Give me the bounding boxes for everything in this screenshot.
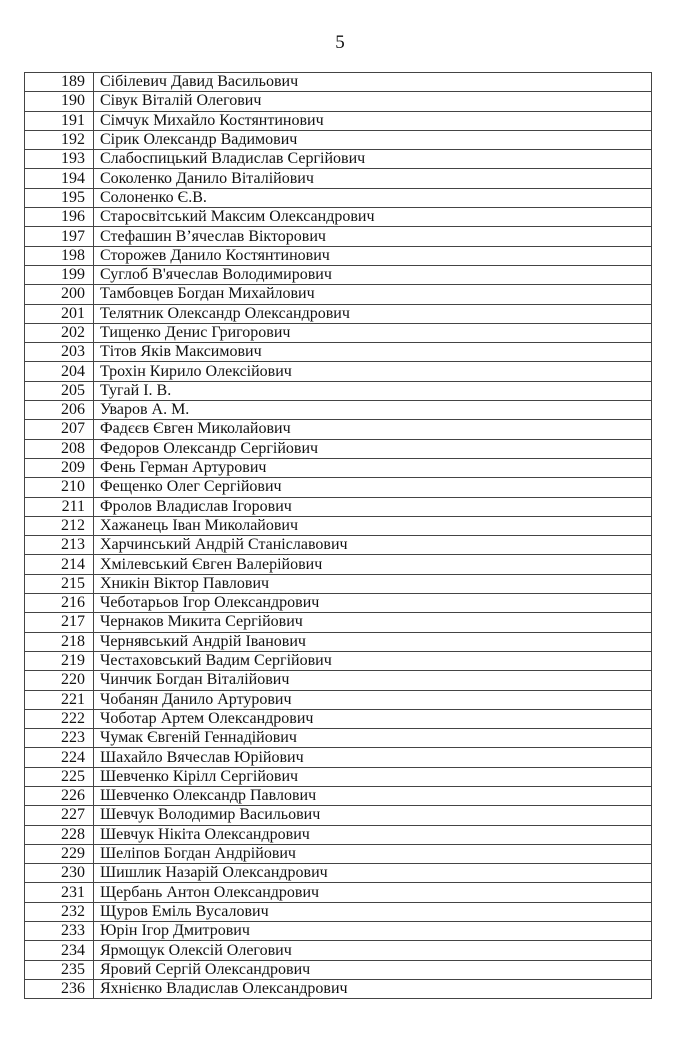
row-number: 198 <box>25 246 94 265</box>
row-number: 225 <box>25 767 94 786</box>
table-row <box>25 246 652 265</box>
row-number: 213 <box>25 536 94 555</box>
person-name: Сторожев Данило Костянтинович <box>94 246 652 265</box>
person-name: Чумак Євгеній Геннадійович <box>94 729 652 748</box>
table-row <box>25 979 652 998</box>
person-name: Щуров Еміль Вусалович <box>94 902 652 921</box>
table-row <box>25 651 652 670</box>
row-number: 224 <box>25 748 94 767</box>
table-row <box>25 111 652 130</box>
row-number: 192 <box>25 130 94 149</box>
person-name: Тищенко Денис Григорович <box>94 323 652 342</box>
person-name: Шеліпов Богдан Андрійович <box>94 844 652 863</box>
table-row <box>25 690 652 709</box>
person-name: Харчинський Андрій Станіславович <box>94 536 652 555</box>
row-number: 210 <box>25 478 94 497</box>
table-row <box>25 188 652 207</box>
table-row <box>25 536 652 555</box>
table-row <box>25 497 652 516</box>
row-number: 193 <box>25 150 94 169</box>
table-row <box>25 902 652 921</box>
row-number: 227 <box>25 806 94 825</box>
table-row <box>25 806 652 825</box>
row-number: 207 <box>25 420 94 439</box>
names-table-body <box>25 73 652 999</box>
person-name: Шахайло Вячеслав Юрійович <box>94 748 652 767</box>
table-row <box>25 73 652 92</box>
row-number: 205 <box>25 381 94 400</box>
person-name: Стефашин В’ячеслав Вікторович <box>94 227 652 246</box>
person-name: Фещенко Олег Сергійович <box>94 478 652 497</box>
person-name: Соколенко Данило Віталійович <box>94 169 652 188</box>
row-number: 222 <box>25 709 94 728</box>
table-row <box>25 844 652 863</box>
table-row <box>25 227 652 246</box>
row-number: 220 <box>25 671 94 690</box>
person-name: Хмілевський Євген Валерійович <box>94 555 652 574</box>
row-number: 236 <box>25 979 94 998</box>
row-number: 218 <box>25 632 94 651</box>
person-name: Шевчук Володимир Васильович <box>94 806 652 825</box>
person-name: Суглоб В'ячеслав Володимирович <box>94 265 652 284</box>
row-number: 211 <box>25 497 94 516</box>
table-row <box>25 941 652 960</box>
person-name: Сірик Олександр Вадимович <box>94 130 652 149</box>
table-row <box>25 574 652 593</box>
table-row <box>25 130 652 149</box>
person-name: Яхнієнко Владислав Олександрович <box>94 979 652 998</box>
person-name: Ярмощук Олексій Олегович <box>94 941 652 960</box>
table-row <box>25 304 652 323</box>
table-row <box>25 516 652 535</box>
person-name: Уваров А. М. <box>94 401 652 420</box>
table-row <box>25 420 652 439</box>
row-number: 235 <box>25 960 94 979</box>
row-number: 206 <box>25 401 94 420</box>
table-row <box>25 401 652 420</box>
person-name: Чернявський Андрій Іванович <box>94 632 652 651</box>
person-name: Фролов Владислав Ігорович <box>94 497 652 516</box>
row-number: 212 <box>25 516 94 535</box>
person-name: Тітов Яків Максимович <box>94 343 652 362</box>
names-table <box>24 72 652 999</box>
person-name: Честаховський Вадим Сергійович <box>94 651 652 670</box>
row-number: 231 <box>25 883 94 902</box>
table-row <box>25 458 652 477</box>
row-number: 230 <box>25 864 94 883</box>
person-name: Чеботарьов Ігор Олександрович <box>94 594 652 613</box>
person-name: Щербань Антон Олександрович <box>94 883 652 902</box>
row-number: 203 <box>25 343 94 362</box>
table-row <box>25 671 652 690</box>
row-number: 209 <box>25 458 94 477</box>
table-row <box>25 381 652 400</box>
person-name: Чинчик Богдан Віталійович <box>94 671 652 690</box>
table-row <box>25 613 652 632</box>
table-row <box>25 960 652 979</box>
table-row <box>25 265 652 284</box>
row-number: 215 <box>25 574 94 593</box>
person-name: Юрін Ігор Дмитрович <box>94 922 652 941</box>
row-number: 232 <box>25 902 94 921</box>
person-name: Солоненко Є.В. <box>94 188 652 207</box>
row-number: 223 <box>25 729 94 748</box>
row-number: 196 <box>25 208 94 227</box>
row-number: 190 <box>25 92 94 111</box>
person-name: Тугай І. В. <box>94 381 652 400</box>
table-row <box>25 632 652 651</box>
person-name: Старосвітський Максим Олександрович <box>94 208 652 227</box>
row-number: 204 <box>25 362 94 381</box>
table-row <box>25 883 652 902</box>
row-number: 200 <box>25 285 94 304</box>
row-number: 201 <box>25 304 94 323</box>
page-number: 5 <box>335 32 345 53</box>
table-row <box>25 439 652 458</box>
person-name: Федоров Олександр Сергійович <box>94 439 652 458</box>
person-name: Фадєєв Євген Миколайович <box>94 420 652 439</box>
person-name: Хникін Віктор Павлович <box>94 574 652 593</box>
table-row <box>25 864 652 883</box>
table-row <box>25 786 652 805</box>
row-number: 208 <box>25 439 94 458</box>
row-number: 219 <box>25 651 94 670</box>
row-number: 197 <box>25 227 94 246</box>
person-name: Телятник Олександр Олександрович <box>94 304 652 323</box>
row-number: 234 <box>25 941 94 960</box>
table-row <box>25 729 652 748</box>
table-row <box>25 748 652 767</box>
person-name: Шевчук Нікіта Олександрович <box>94 825 652 844</box>
person-name: Чернаков Микита Сергійович <box>94 613 652 632</box>
table-row <box>25 478 652 497</box>
table-row <box>25 594 652 613</box>
row-number: 191 <box>25 111 94 130</box>
table-row <box>25 208 652 227</box>
person-name: Чоботар Артем Олександрович <box>94 709 652 728</box>
person-name: Фень Герман Артурович <box>94 458 652 477</box>
table-row <box>25 362 652 381</box>
person-name: Сімчук Михайло Костянтинович <box>94 111 652 130</box>
row-number: 221 <box>25 690 94 709</box>
row-number: 195 <box>25 188 94 207</box>
row-number: 217 <box>25 613 94 632</box>
person-name: Шишлик Назарій Олександрович <box>94 864 652 883</box>
table-row <box>25 825 652 844</box>
table-row <box>25 922 652 941</box>
person-name: Трохін Кирило Олексійович <box>94 362 652 381</box>
row-number: 202 <box>25 323 94 342</box>
row-number: 199 <box>25 265 94 284</box>
person-name: Тамбовцев Богдан Михайлович <box>94 285 652 304</box>
row-number: 216 <box>25 594 94 613</box>
table-row <box>25 285 652 304</box>
person-name: Сібілевич Давид Васильович <box>94 73 652 92</box>
person-name: Хажанець Іван Миколайович <box>94 516 652 535</box>
person-name: Яровий Сергій Олександрович <box>94 960 652 979</box>
person-name: Слабоспицький Владислав Сергійович <box>94 150 652 169</box>
table-row <box>25 343 652 362</box>
row-number: 226 <box>25 786 94 805</box>
person-name: Шевченко Олександр Павлович <box>94 786 652 805</box>
table-row <box>25 555 652 574</box>
table-row <box>25 169 652 188</box>
table-row <box>25 92 652 111</box>
row-number: 233 <box>25 922 94 941</box>
row-number: 228 <box>25 825 94 844</box>
row-number: 194 <box>25 169 94 188</box>
person-name: Шевченко Кірілл Сергійович <box>94 767 652 786</box>
table-row <box>25 709 652 728</box>
table-row <box>25 323 652 342</box>
person-name: Чобанян Данило Артурович <box>94 690 652 709</box>
row-number: 189 <box>25 73 94 92</box>
row-number: 229 <box>25 844 94 863</box>
person-name: Сівук Віталій Олегович <box>94 92 652 111</box>
table-row <box>25 150 652 169</box>
table-row <box>25 767 652 786</box>
row-number: 214 <box>25 555 94 574</box>
